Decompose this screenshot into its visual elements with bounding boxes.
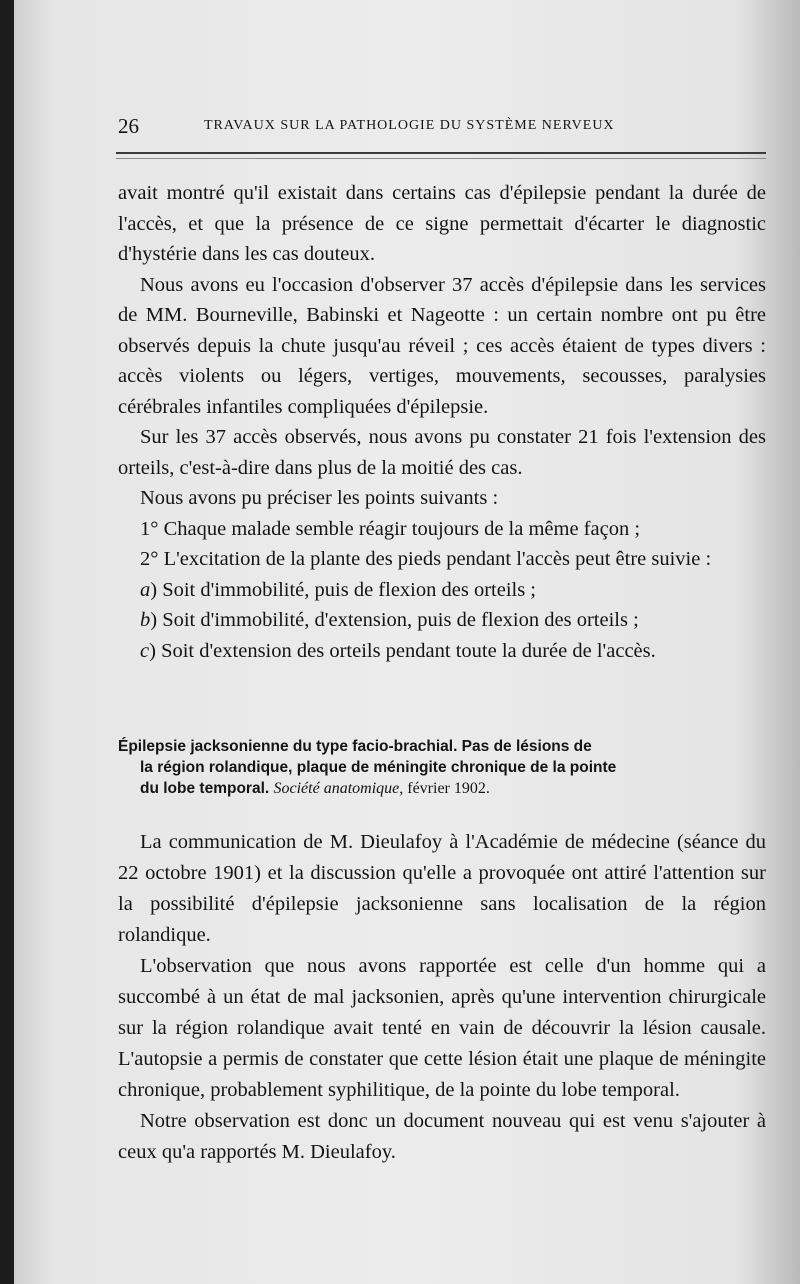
sub-item-b: b) Soit d'immobilité, d'extension, puis de flexion des orteils ; [140, 609, 639, 631]
source-citation [274, 780, 490, 797]
source-journal: Société anatomique, [273, 780, 404, 797]
section-jacksonian-epilepsy [118, 736, 766, 1168]
item-label: c [140, 639, 150, 662]
paragraph: Notre observation est donc un document nouveau qui est venu s'ajouter à ceux qu'a rapportés M. Dieulafoy. [118, 1110, 766, 1163]
paragraph: Nous avons eu l'occasion d'observer 37 accès d'épilepsie dans les services de MM. Bourneville, Babinski et Nageotte : un certain nombre ont pu être observés depuis la chute jusqu'au réveil ; ces accès étaient de types divers : accès violents ou légers, vertiges, mouvements, secousses, paralysies cérébrales infantiles compliquées d'épilepsie. [118, 273, 766, 418]
heading-line: du lobe temporal. [140, 780, 270, 797]
running-title: TRAVAUX SUR LA PATHOLOGIE DU SYSTÈME NERVEUX [204, 118, 615, 133]
item-label: b [140, 609, 151, 631]
paragraph: Sur les 37 accès observés, nous avons pu constater 21 fois l'extension des orteils, c'est-à-dire dans plus de la moitié des cas. [118, 426, 766, 479]
section-heading [118, 736, 766, 799]
item-label: a [140, 578, 151, 601]
item-text: Soit d'immobilité, puis de flexion des orteils ; [162, 578, 537, 601]
list-item: 2° L'excitation de la plante des pieds pendant l'accès peut être suivie : [140, 548, 712, 570]
section-body [118, 827, 766, 1168]
paragraph: La communication de M. Dieulafoy à l'Académie de médecine (séance du 22 octobre 1901) et la discussion qu'elle a provoquée ont attiré l'attention sur la possibilité d'épilepsie jacksonienne sans localisation de la région rolandique. [118, 831, 766, 946]
header-rule [116, 152, 766, 154]
page-number: 26 [118, 114, 139, 138]
header-rule-thin [116, 158, 766, 159]
paragraph: L'observation que nous avons rapportée est celle d'un homme qui a succombé à un état de mal jacksonien, après qu'une intervention chirurgicale sur la région rolandique avait tenté en vain de découvrir la lésion causale. L'autopsie a permis de constater que cette lésion était une plaque de méningite chronique, probablement syphilitique, de la pointe du lobe temporal. [118, 955, 766, 1101]
heading-line: Épilepsie jacksonienne du type facio-brachial. Pas de lésions de [118, 738, 592, 755]
section-epilepsy-toe-extension [118, 178, 766, 666]
source-date: février 1902. [407, 780, 490, 797]
book-page [14, 0, 800, 1284]
item-text: Soit d'immobilité, d'extension, puis de flexion des orteils ; [162, 609, 639, 631]
sub-item-a: a) Soit d'immobilité, puis de flexion des orteils ; [140, 578, 537, 601]
list-item: 1° Chaque malade semble réagir toujours de la même façon ; [140, 517, 641, 540]
item-text: Soit d'extension des orteils pendant toute la durée de l'accès. [161, 639, 656, 662]
running-head [118, 114, 778, 140]
paragraph: avait montré qu'il existait dans certains cas d'épilepsie pendant la durée de l'accès, et que la présence de ce signe permettait d'écarter le diagnostic d'hystérie dans les cas douteux. [118, 182, 766, 265]
paragraph: Nous avons pu préciser les points suivants : [140, 487, 499, 509]
heading-line: la région rolandique, plaque de méningite chronique de la pointe [140, 759, 617, 776]
sub-item-c: c) Soit d'extension des orteils pendant toute la durée de l'accès. [140, 639, 656, 662]
